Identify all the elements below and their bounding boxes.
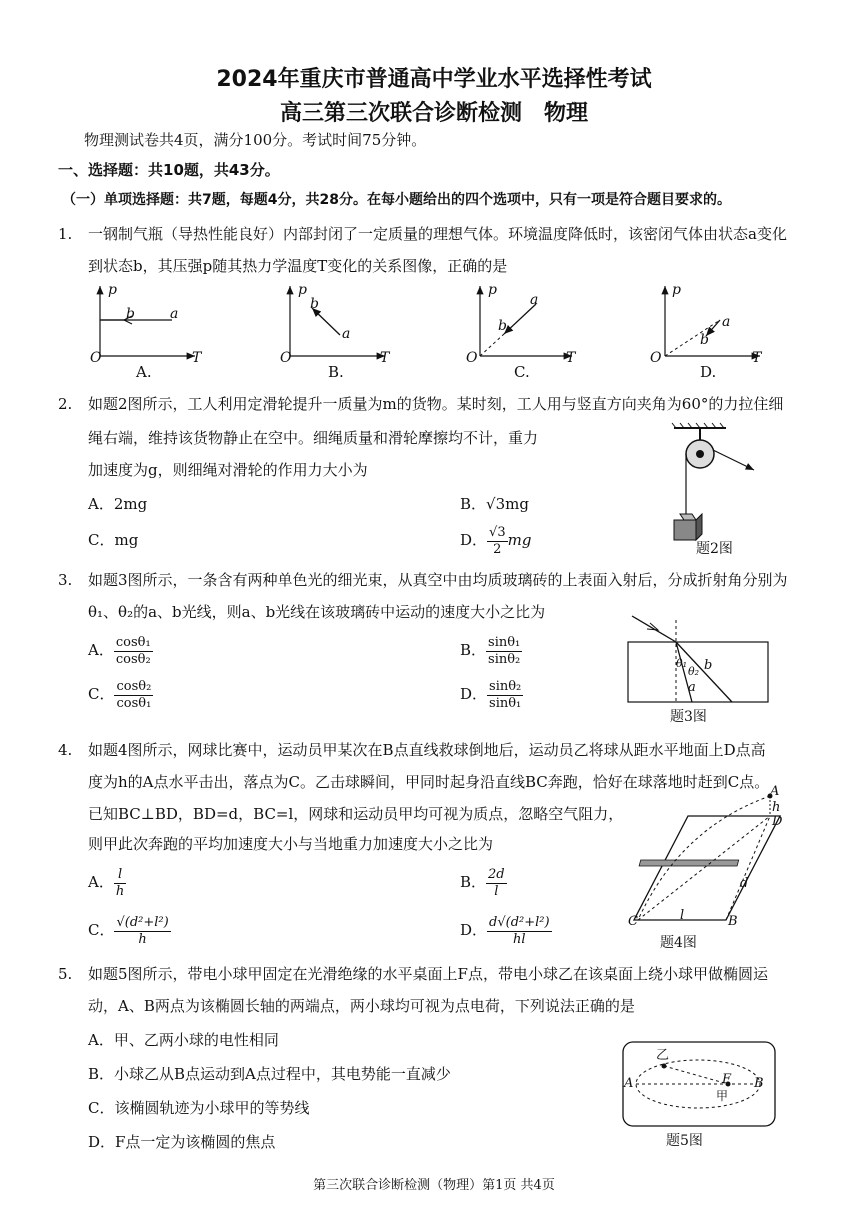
q1-graph-c-t-label: T bbox=[566, 350, 576, 366]
q4-number: 4. bbox=[58, 741, 73, 759]
q1-graph-d-origin: O bbox=[650, 350, 662, 366]
q1-graph-a-t-label: T bbox=[192, 350, 202, 366]
q4-point-c: C bbox=[628, 914, 638, 929]
q3-figure-caption: 题3图 bbox=[670, 709, 707, 725]
q4-option-c-den: h bbox=[138, 931, 147, 947]
q2-pulley-figure bbox=[660, 420, 770, 550]
q4-text-line4: 则甲此次奔跑的平均加速度大小与当地重力加速度大小之比为 bbox=[88, 835, 494, 853]
q4-option-c-label: C． bbox=[88, 921, 115, 939]
q1-text-line2: 到状态b，其压强p随其热力学温度T变化的关系图像，正确的是 bbox=[88, 257, 508, 275]
q4-option-a-label: A． bbox=[88, 873, 114, 891]
q1-graph-c-b: b bbox=[498, 318, 507, 334]
q3-option-c-den: cosθ₁ bbox=[116, 695, 152, 711]
q2-option-b[interactable] bbox=[460, 494, 529, 514]
q3-option-d-den: sinθ₁ bbox=[489, 695, 522, 711]
q4-figure-caption: 题4图 bbox=[660, 935, 697, 951]
q2-option-d[interactable] bbox=[460, 520, 531, 560]
q1-graph-d-a: a bbox=[722, 314, 731, 330]
q4-option-d-den: hl bbox=[513, 931, 526, 947]
q3-a-label: a bbox=[688, 680, 696, 695]
q3-text-line1: 如题3图所示，一条含有两种单色光的细光束，从真空中由均质玻璃砖的上表面入射后，分成折射角分别为 bbox=[88, 571, 788, 589]
q2-text-line2: 绳右端，维持该货物静止在空中。细绳质量和滑轮摩擦均不计，重力 bbox=[88, 429, 539, 447]
q4-option-d-num: d√(d²+l²) bbox=[489, 914, 550, 930]
section-subheading: （一）单项选择题：共7题，每题4分，共28分。在每小题给出的四个选项中，只有一项是符合题目要求的。 bbox=[62, 192, 731, 208]
q1-graph-d-b: b bbox=[700, 332, 709, 348]
q5-option-d[interactable]: D．F点一定为该椭圆的焦点 bbox=[88, 1133, 276, 1151]
q1-graph-a-origin: O bbox=[90, 350, 102, 366]
q4-option-b-label: B． bbox=[460, 873, 487, 891]
q4-text-line2: 度为h的A点水平击出，落点为C。乙击球瞬间，甲同时起身沿直线BC奔跑，恰好在球落地时赶到C点。 bbox=[88, 773, 770, 791]
q5-point-f: F bbox=[722, 1072, 732, 1087]
q5-text-line2: 动，A、B两点为该椭圆长轴的两端点，两小球均可视为点电荷，下列说法正确的是 bbox=[88, 997, 635, 1015]
q4-option-a-den: h bbox=[115, 883, 125, 899]
q3-option-a-label: A． bbox=[88, 641, 114, 659]
q4-option-c-num: √(d²+l²) bbox=[116, 914, 169, 930]
q3-option-d-num: sinθ₂ bbox=[489, 678, 522, 694]
q2-text-line3: 加速度为g，则细绳对滑轮的作用力大小为 bbox=[88, 461, 368, 479]
q2-option-b-value: √3mg bbox=[486, 495, 529, 513]
exam-subtitle: 高三第三次联合诊断检测 物理 bbox=[279, 101, 588, 126]
q4-point-d: D bbox=[772, 814, 783, 829]
q5-point-b: B bbox=[754, 1076, 764, 1091]
q3-text-line2: θ₁、θ₂的a、b光线，则a、b光线在该玻璃砖中运动的速度大小之比为 bbox=[88, 603, 546, 621]
q1-option-a[interactable]: A. bbox=[136, 363, 152, 381]
q5-jia-label: 甲 bbox=[716, 1089, 729, 1103]
q1-graph-a-b: b bbox=[126, 306, 135, 322]
q1-graph-b-a: a bbox=[342, 326, 351, 342]
q3-option-c[interactable] bbox=[88, 674, 153, 714]
q4-option-c[interactable] bbox=[88, 910, 171, 950]
page-footer: 第三次联合诊断检测（物理）第1页 共4页 bbox=[313, 1178, 555, 1193]
q4-option-b-num: 2d bbox=[488, 866, 505, 882]
q1-text-line1: 一钢制气瓶（导热性能良好）内部封闭了一定质量的理想气体。环境温度降低时，该密闭气体由状态a变化 bbox=[88, 225, 787, 243]
q4-text-line3: 已知BC⊥BD，BD=d，BC=l，网球和运动员甲均可视为质点，忽略空气阻力， bbox=[88, 805, 624, 823]
exam-intro: 物理测试卷共4页，满分100分。考试时间75分钟。 bbox=[84, 131, 427, 149]
q1-graph-b-origin: O bbox=[280, 350, 292, 366]
q1-graph-a-p-label: p bbox=[108, 282, 117, 298]
q2-figure-caption: 题2图 bbox=[696, 541, 733, 557]
q4-option-d-label: D． bbox=[460, 921, 488, 939]
q1-graph-c-origin: O bbox=[466, 350, 478, 366]
q4-option-d[interactable] bbox=[460, 910, 552, 950]
q2-option-d-den: 2 bbox=[493, 541, 502, 557]
q3-b-label: b bbox=[704, 658, 713, 673]
q2-text-line1: 如题2图所示，工人利用定滑轮提升一质量为m的货物。某时刻，工人用与竖直方向夹角为60°的力拉住细 bbox=[88, 395, 784, 413]
q1-graph-d-p-label: p bbox=[672, 282, 681, 298]
q5-text-line1: 如题5图所示，带电小球甲固定在光滑绝缘的水平桌面上F点，带电小球乙在该桌面上绕小球甲做椭圆运 bbox=[88, 965, 768, 983]
exam-title: 2024年重庆市普通高中学业水平选择性考试 bbox=[216, 67, 652, 92]
q3-option-d[interactable] bbox=[460, 674, 523, 714]
q3-theta2-label: θ₂ bbox=[688, 665, 700, 678]
q2-option-d-tail: mg bbox=[507, 531, 532, 549]
q4-d-label: d bbox=[740, 876, 749, 891]
q3-theta1-label: θ₁ bbox=[676, 657, 688, 670]
q5-point-a: A bbox=[624, 1076, 634, 1091]
q3-option-b-label: B． bbox=[460, 641, 487, 659]
q1-graphs bbox=[80, 280, 800, 380]
q3-option-a-den: cosθ₂ bbox=[115, 651, 151, 667]
q5-option-c[interactable]: C．该椭圆轨迹为小球甲的等势线 bbox=[88, 1099, 310, 1117]
q2-option-b-label: B． bbox=[460, 495, 487, 513]
q1-graph-a-a: a bbox=[170, 306, 179, 322]
q1-option-d[interactable]: D. bbox=[700, 363, 717, 381]
q2-option-d-label: D． bbox=[460, 531, 488, 549]
q1-graph-d-t-label: T bbox=[752, 350, 762, 366]
q4-option-a-num: l bbox=[114, 867, 126, 884]
q3-option-b-num: sinθ₁ bbox=[488, 634, 521, 650]
q3-option-b[interactable] bbox=[460, 630, 522, 670]
q3-option-b-den: sinθ₂ bbox=[488, 651, 521, 667]
q5-figure-caption: 题5图 bbox=[666, 1133, 703, 1149]
q1-graph-b-p-label: p bbox=[298, 282, 307, 298]
q3-number: 3. bbox=[58, 571, 73, 589]
q2-number: 2. bbox=[58, 395, 73, 413]
q3-option-c-num: cosθ₂ bbox=[116, 678, 152, 694]
q3-option-c-label: C． bbox=[88, 685, 115, 703]
q4-h-label: h bbox=[772, 800, 781, 815]
q2-option-c[interactable]: C．mg bbox=[88, 531, 139, 549]
q2-option-a[interactable]: A．2mg bbox=[88, 495, 148, 513]
section-heading: 一、选择题：共10题，共43分。 bbox=[58, 161, 280, 179]
q1-graph-b-t-label: T bbox=[380, 350, 390, 366]
q1-option-b[interactable]: B. bbox=[328, 363, 344, 381]
q3-glass-figure bbox=[620, 600, 780, 710]
q2-option-d-num: √3 bbox=[489, 524, 506, 540]
q3-option-a[interactable] bbox=[88, 630, 153, 670]
q4-option-b-den: l bbox=[494, 883, 499, 899]
q4-court-figure bbox=[620, 788, 795, 938]
q4-l-label: l bbox=[680, 908, 685, 923]
q1-option-c[interactable]: C. bbox=[514, 363, 530, 381]
q1-graph-c-p-label: p bbox=[488, 282, 497, 298]
q5-option-b[interactable]: B．小球乙从B点运动到A点过程中，其电势能一直减少 bbox=[88, 1065, 451, 1083]
q5-option-a[interactable]: A．甲、乙两小球的电性相同 bbox=[88, 1031, 279, 1049]
q4-text-line1: 如题4图所示，网球比赛中，运动员甲某次在B点直线救球倒地后，运动员乙将球从距水平地面上D点高 bbox=[88, 741, 766, 759]
q4-point-a: A bbox=[770, 784, 780, 799]
q5-yi-label: 乙 bbox=[656, 1048, 670, 1063]
q3-option-a-num: cosθ₁ bbox=[115, 634, 151, 650]
q4-point-b: B bbox=[728, 914, 738, 929]
q1-graph-b-b: b bbox=[310, 296, 319, 312]
q1-graph-c-a: a bbox=[530, 292, 539, 308]
q5-number: 5. bbox=[58, 965, 73, 983]
q4-option-b[interactable] bbox=[460, 862, 507, 902]
q3-option-d-label: D． bbox=[460, 685, 488, 703]
q1-number: 1. bbox=[58, 225, 73, 243]
q4-option-a[interactable] bbox=[88, 862, 126, 902]
